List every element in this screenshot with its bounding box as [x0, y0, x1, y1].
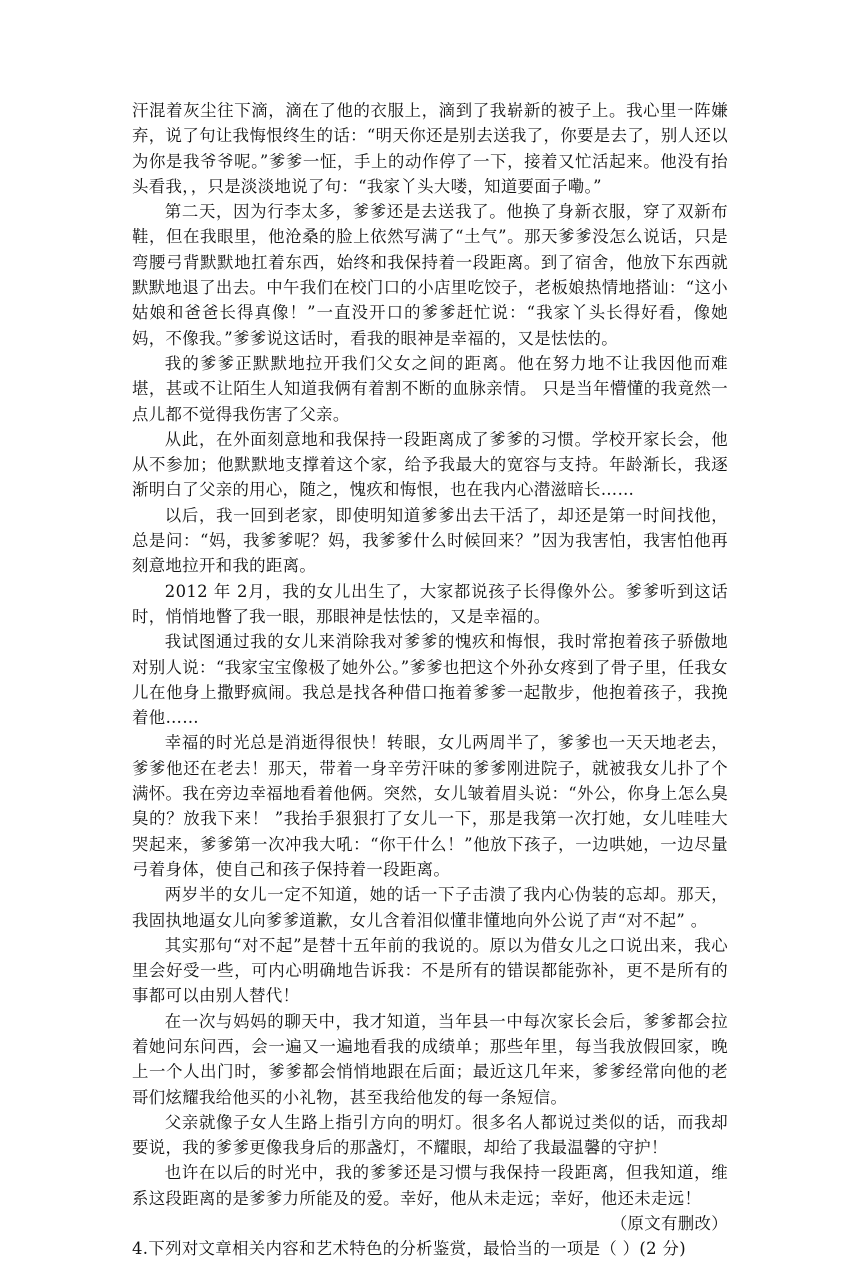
paragraph-2: 第二天，因为行李太多，爹爹还是去送我了。他换了身新衣服，穿了双新布鞋，但在我眼里，他沧桑的脸上依然写满了“土气”。那天爹爹没怎么说话，只是弯腰弓背默默地扛着东西，始终和我保持着一段距离。到了宿舍，他放下东西就默默地退了出去。中午我们在校门口的小店里吃饺子，老板娘热情地搭讪：“这小姑娘和爸爸长得真像！”一直没开口的爹爹赶忙说：“我家丫头长得好看，像她妈，不像我。”爹爹说这话时，看我的眼神是幸福的，又是怯怯的。 [132, 202, 728, 348]
paragraph-9: 两岁半的女儿一定不知道，她的话一下子击溃了我内心伪装的忘却。那天，我固执地逼女儿向爹爹道歉，女儿含着泪似懂非懂地向外公说了声“对不起” 。 [132, 885, 728, 930]
paragraph-1: 汗混着灰尘往下滴，滴在了他的衣服上，滴到了我崭新的被子上。我心里一阵嫌弃，说了句让我悔恨终生的话：“明天你还是别去送我了，你要是去了，别人还以为你是我爷爷呢。”爹爹一怔，手上的动作停了一下，接着又忙活起来。他没有抬头看我，，只是淡淡地说了句：“我家丫头大喽，知道要面子嘞。” [132, 101, 728, 196]
paragraph-7: 我试图通过我的女儿来消除我对爹爹的愧疚和悔恨，我时常抱着孩子骄傲地对别人说：“我家宝宝像极了她外公。”爹爹也把这个外孙女疼到了骨子里，任我女儿在他身上撒野疯闹。我总是找各种借口拖着爹爹一起散步，他抱着孩子，我挽着他…… [132, 632, 728, 728]
article-body [132, 98, 728, 1211]
paragraph-4: 从此，在外面刻意地和我保持一段距离成了爹爹的习惯。学校开家长会，他从不参加；他默默地支撑着这个家，给予我最大的宽容与支持。年龄渐长，我逐渐明白了父亲的用心，随之，愧疚和悔恨，也在我内心潜滋暗长…… [132, 429, 728, 500]
question-4: 4.下列对文章相关内容和艺术特色的分析鉴赏，最恰当的一项是（ ）(2 分) [132, 1239, 686, 1259]
paragraph-10: 其实那句“对不起”是替十五年前的我说的。原以为借女儿之口说出来，我心里会好受一些，可内心明确地告诉我：不是所有的错误都能弥补，更不是所有的事都可以由别人替代！ [132, 935, 728, 1006]
paragraph-6: 2012 年 2月，我的女儿出生了，大家都说孩子长得像外公。爹爹听到这话时，悄悄地瞥了我一眼，那眼神是怯怯的，又是幸福的。 [132, 581, 728, 626]
paragraph-3: 我的爹爹正默默地拉开我们父女之间的距离。他在努力地不让我因他而难堪，甚或不让陌生人知道我俩有着割不断的血脉亲情。 只是当年懵懂的我竟然一点儿都不觉得我伤害了父亲。 [132, 353, 728, 424]
paragraph-5: 以后，我一回到老家，即使明知道爹爹出去干活了，却还是第一时间找他，总是问：“妈，我爹爹呢？妈，我爹爹什么时候回来？”因为我害怕，我害怕他再刻意地拉开和我的距离。 [132, 505, 728, 576]
paragraph-12: 父亲就像子女人生路上指引方向的明灯。很多名人都说过类似的话，而我却要说，我的爹爹更像我身后的那盏灯，不耀眼，却给了我最温馨的守护！ [132, 1112, 728, 1158]
paragraph-8: 幸福的时光总是消逝得很快！转眼，女儿两周半了，爹爹也一天天地老去，爹爹他还在老去！那天，带着一身辛劳汗味的爹爹刚进院子，就被我女儿扑了个满怀。我在旁边幸福地看着他俩。突然，女儿皱着眉头说：“外公，你身上怎么臭臭的？放我下来！ ”我抬手狠狠打了女儿一下，那是我第一次打她，女儿哇哇大哭起来，爹爹第一次冲我大吼：“你干什么！”他放下孩子，一边哄她，一边尽量弓着身体，使自己和孩子保持着一段距离。 [132, 733, 728, 879]
paragraph-13: 也许在以后的时光中，我的爹爹还是习惯与我保持一段距离，但我知道，维系这段距离的是爹爹力所能及的爱。幸好，他从未走远；幸好，他还未走远！ [132, 1163, 728, 1208]
source-note: （原文有删改） [610, 1214, 728, 1234]
paragraph-11: 在一次与妈妈的聊天中，我才知道，当年县一中每次家长会后，爹爹都会拉着她问东问西，会一遍又一遍地看我的成绩单；那些年里，每当我放假回家，晚上一个人出门时，爹爹都会悄悄地跟在后面；最近这几年来，爹爹经常向他的老哥们炫耀我给他买的小礼物，甚至我给他发的每一条短信。 [132, 1011, 728, 1107]
